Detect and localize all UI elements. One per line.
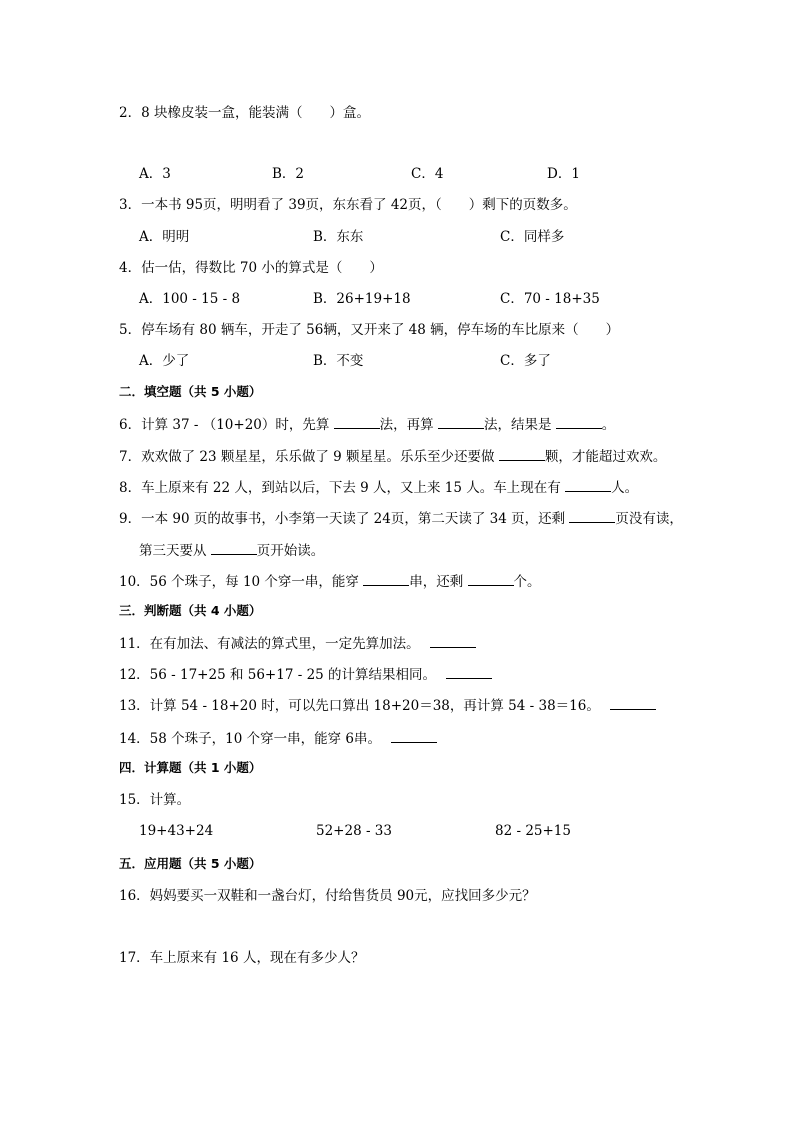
- q7-text-2: 颗，才能超过欢欢。: [544, 449, 667, 465]
- q8-text-2: 人。: [611, 480, 639, 496]
- q3-option-b: B．东东: [313, 229, 364, 245]
- question-10: [119, 571, 541, 592]
- q9-text-2: 页没有读，: [615, 511, 683, 527]
- q2-option-c: C．4: [411, 166, 444, 182]
- q4-option-a: A．100 - 15 - 8: [139, 291, 241, 307]
- section-4-heading: 四．计算题（共 1 小题）: [119, 760, 262, 775]
- q14-blank[interactable]: [391, 728, 437, 743]
- q8-text-1: 8．车上原来有 22 人，到站以后，下去 9 人，又上来 15 人。车上现在有: [119, 480, 561, 496]
- question-3: 3．一本书 95页，明明看了 39页，东东看了 42页，（ ）剩下的页数多。: [119, 197, 577, 213]
- q5-option-a: A．少了: [139, 353, 190, 369]
- q10-text-1: 10．56 个珠子，每 10 个穿一串，能穿: [119, 574, 359, 590]
- question-12: [119, 664, 492, 685]
- q10-blank-1[interactable]: [363, 571, 409, 586]
- q6-blank-3[interactable]: [556, 414, 602, 429]
- q11-text: 11．在有加法、有减法的算式里，一定先算加法。: [119, 636, 420, 652]
- q6-blank-2[interactable]: [438, 414, 484, 429]
- question-16: 16．妈妈要买一双鞋和一盏台灯，付给售货员 90元，应找回多少元？: [119, 888, 536, 904]
- question-9: [119, 508, 683, 529]
- question-13: [119, 695, 656, 716]
- q10-text-3: 个。: [513, 574, 541, 590]
- q7-text-1: 7．欢欢做了 23 颗星星，乐乐做了 9 颗星星。乐乐至少还要做: [119, 449, 495, 465]
- section-3-heading: 三．判断题（共 4 小题）: [119, 603, 262, 618]
- q15-expression-3: 82 - 25+15: [495, 823, 571, 839]
- question-15: 15．计算。: [119, 792, 191, 808]
- question-5: 5．停车场有 80 辆车，开走了 56辆，又开来了 48 辆，停车场的车比原来（ ）: [119, 322, 620, 338]
- section-2-heading: 二．填空题（共 5 小题）: [119, 384, 262, 399]
- q15-expression-1: 19+43+24: [139, 823, 214, 839]
- q2-option-b: B．2: [272, 166, 305, 182]
- q13-text: 13．计算 54 - 18+20 时，可以先口算出 18+20＝38，再计算 54 - 38＝16。: [119, 698, 600, 714]
- q9-text-4: 页开始读。: [256, 543, 325, 559]
- question-6: [119, 414, 615, 435]
- q2-option-a: A．3: [139, 166, 171, 182]
- q10-text-2: 串，还剩: [409, 574, 464, 590]
- q6-text-4: 。: [601, 417, 616, 433]
- question-11: [119, 633, 476, 654]
- question-14: [119, 728, 437, 749]
- question-7: [119, 446, 666, 467]
- question-4: 4．估一估，得数比 70 小的算式是（ ）: [119, 260, 383, 276]
- q6-text-1: 6．计算 37 - （10+20）时，先算: [119, 417, 330, 433]
- q11-blank[interactable]: [430, 633, 476, 648]
- q8-blank[interactable]: [565, 477, 611, 492]
- q4-option-b: B．26+19+18: [313, 291, 411, 307]
- q7-blank[interactable]: [499, 446, 545, 461]
- q9-blank-2[interactable]: [211, 540, 257, 555]
- q12-blank[interactable]: [446, 664, 492, 679]
- q12-text: 12．56 - 17+25 和 56+17 - 25 的计算结果相同。: [119, 667, 437, 683]
- q4-option-c: C．70 - 18+35: [500, 291, 600, 307]
- q6-text-3: 法，结果是: [483, 417, 552, 433]
- q3-option-c: C．同样多: [500, 229, 565, 245]
- q5-option-b: B．不变: [313, 353, 364, 369]
- q9-text-3: 第三天要从: [139, 543, 207, 559]
- q5-option-c: C．多了: [500, 353, 551, 369]
- section-5-heading: 五．应用题（共 5 小题）: [119, 856, 262, 871]
- question-17: 17．车上原来有 16 人，现在有多少人？: [119, 950, 365, 966]
- q15-expression-2: 52+28 - 33: [316, 823, 392, 839]
- question-8: [119, 477, 638, 498]
- q9-text-1: 9．一本 90 页的故事书，小李第一天读了 24页，第二天读了 34 页，还剩: [119, 511, 566, 527]
- q6-text-2: 法，再算: [379, 417, 434, 433]
- q2-option-d: D．1: [547, 166, 580, 182]
- q10-blank-2[interactable]: [468, 571, 514, 586]
- q14-text: 14．58 个珠子，10 个穿一串，能穿 6串。: [119, 731, 381, 747]
- q3-option-a: A．明明: [139, 229, 190, 245]
- q6-blank-1[interactable]: [334, 414, 380, 429]
- question-2: 2．8 块橡皮装一盒，能装满（ ）盒。: [119, 105, 370, 121]
- q13-blank[interactable]: [610, 695, 656, 710]
- question-9-continued: [139, 540, 324, 561]
- q9-blank-1[interactable]: [569, 508, 615, 523]
